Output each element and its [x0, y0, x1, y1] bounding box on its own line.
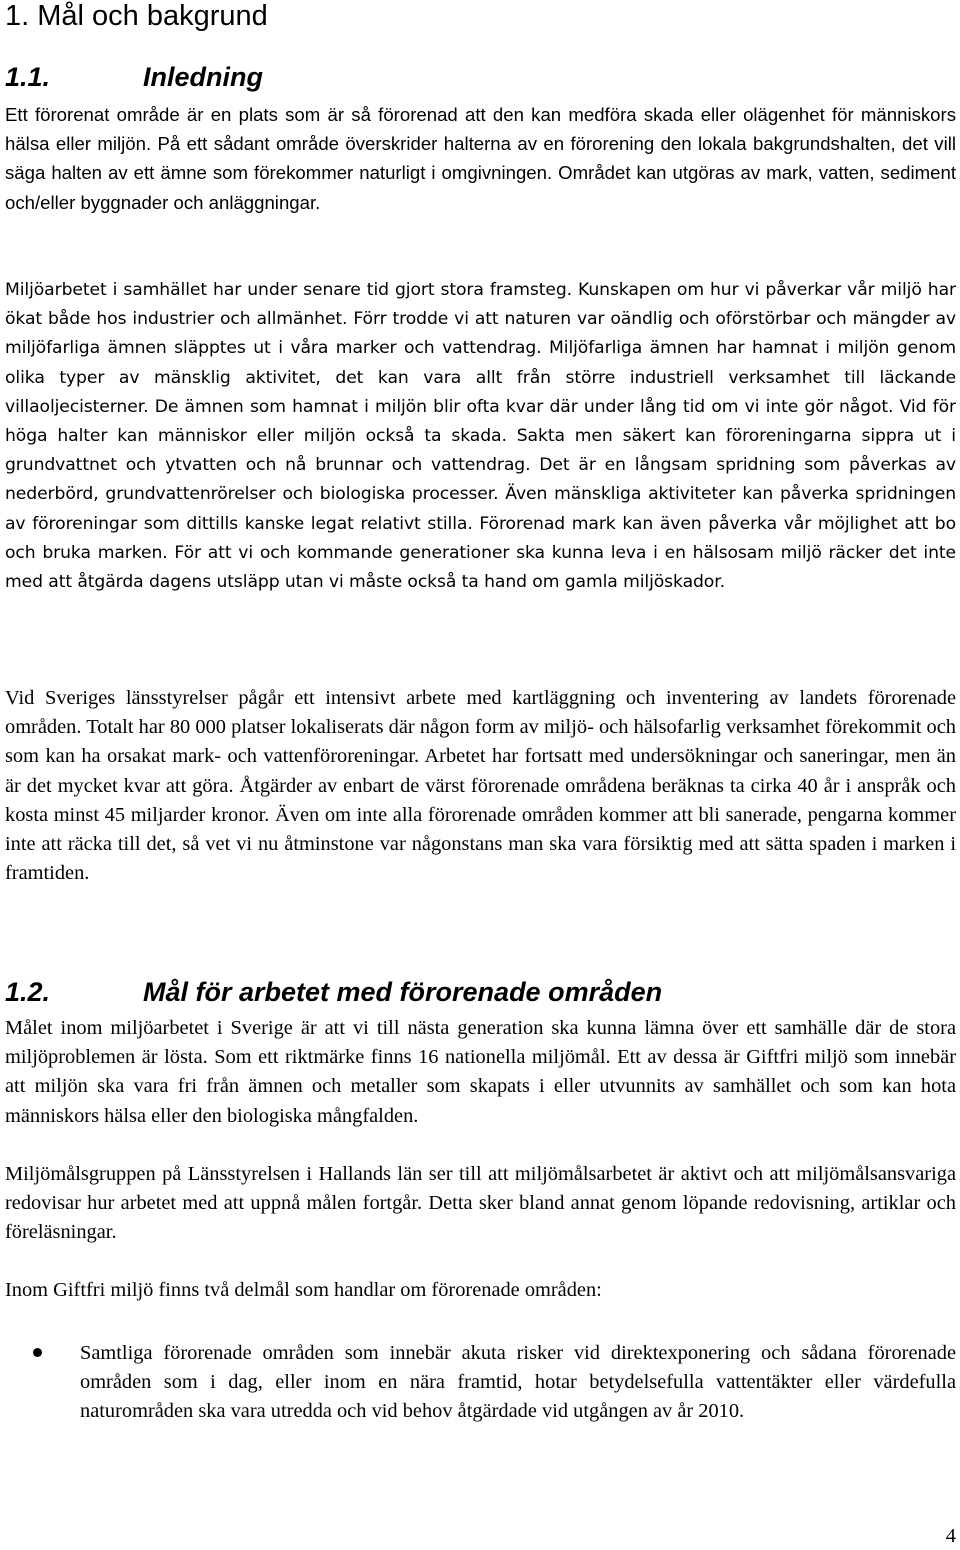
paragraph-environmental-work: Miljöarbetet i samhället har under senare tid gjort stora framsteg. Kunskapen om hur vi påverkar vår miljö har ökat både hos industrier och allmänhet. Förr trodde vi att naturen var oändlig och oförstörbar och mängder av miljöfarliga ämnen släpptes ut i våra marker och vattendrag. Miljöfarliga ämnen har hamnat i miljön genom olika typer av mänsklig aktivitet, det kan vara allt från större industriell verksamhet till läckande villaoljecisterner. De ämnen som hamnat i miljön blir ofta kvar där under lång tid om vi inte gör något. Vid för höga halter kan människor eller miljön också ta skada. Sakta men säkert kan föroreningarna sippra ut i grundvattnet och ytvatten och nå brunnar och vattendrag. Det är en långsam spridning som påverkas av nederbörd, grundvattenrörelser och biologiska processer. Även mänskliga aktiviteter kan påverka spridningen av föroreningar som dittills kanske legat relativt stilla. Förorenad mark kan även påverka vår möjlighet att bo och bruka marken. För att vi och kommande generationer ska kunna leva i en hälsosam miljö räcker det inte med att åtgärda dagens utsläpp utan vi måste också ta hand om gamla miljöskador.: [5, 280, 956, 593]
list-item-text: Samtliga förorenade områden som innebär akuta risker vid direktexponering och sådana förorenade områden som i dag, eller inom en nära framtid, hotar betydelsefulla vattentäkter eller värdefulla naturområden ska vara utredda och vid behov åtgärdade vid utgången av år 2010.: [80, 1342, 956, 1423]
bullet-icon: [33, 1348, 42, 1357]
paragraph-sub-goals-intro: Inom Giftfri miljö finns två delmål som handlar om förorenade områden:: [5, 1279, 602, 1301]
page-number: 4: [945, 1525, 956, 1547]
paragraph-goal: Målet inom miljöarbetet i Sverige är att vi till nästa generation ska kunna lämna över ett samhälle där de stora miljöproblemen är lösta. Som ett riktmärke finns 16 nationella miljömål. Ett av dessa är Giftfri miljö som innebär att miljön ska vara fri från ämnen och metaller som skapats i eller utvunnits av samhället och som kan hota människors hälsa eller den biologiska mångfalden.: [5, 1017, 956, 1127]
paragraph-county-boards: Vid Sveriges länsstyrelser pågår ett intensivt arbete med kartläggning och inventering av landets förorenade områden. Totalt har 80 000 platser lokaliserats där någon form av miljö- och hälsofarlig verksamhet förekommit och som kan ha orsakat mark- och vattenföroreningar. Arbetet har fortsatt med undersökningar och saneringar, men än är det mycket kvar att göra. Åtgärder av enbart de värst förorenade områdena beräknas ta cirka 40 år i anspråk och kosta minst 45 miljarder kronor. Även om inte alla förorenade områden kommer att bli sanerade, pengarna kommer inte att räcka till det, så vet vi nu åtminstone var någonstans man ska vara försiktig med att sätta spaden i marken i framtiden.: [5, 687, 956, 885]
section-number: 1.1.: [5, 62, 51, 92]
paragraph-definition: Ett förorenat område är en plats som är så förorenad att den kan medföra skada eller olägenhet för människors hälsa eller miljön. På ett sådant område överskrider halterna av en förorening den lokala bakgrundshalten, det vill säga halten av ett ämne som förekommer naturligt i omgivningen. Området kan utgöras av mark, vatten, sediment och/eller byggnader och anläggningar.: [5, 104, 956, 213]
paragraph-goal-group: Miljömålsgruppen på Länsstyrelsen i Hallands län ser till att miljömålsarbetet är aktivt och att miljömålsansvariga redovisar hur arbetet med att uppnå målen fortgår. Detta sker bland annat genom löpande redovisning, artiklar och föreläsningar.: [5, 1163, 956, 1244]
chapter-heading: 1. Mål och bakgrund: [5, 0, 268, 32]
section-heading-1-1: [5, 61, 263, 93]
section-heading-1-2: [5, 976, 662, 1008]
section-title: Mål för arbetet med förorenade områden: [143, 977, 663, 1007]
section-number: 1.2.: [5, 977, 51, 1007]
section-title: Inledning: [143, 62, 263, 92]
